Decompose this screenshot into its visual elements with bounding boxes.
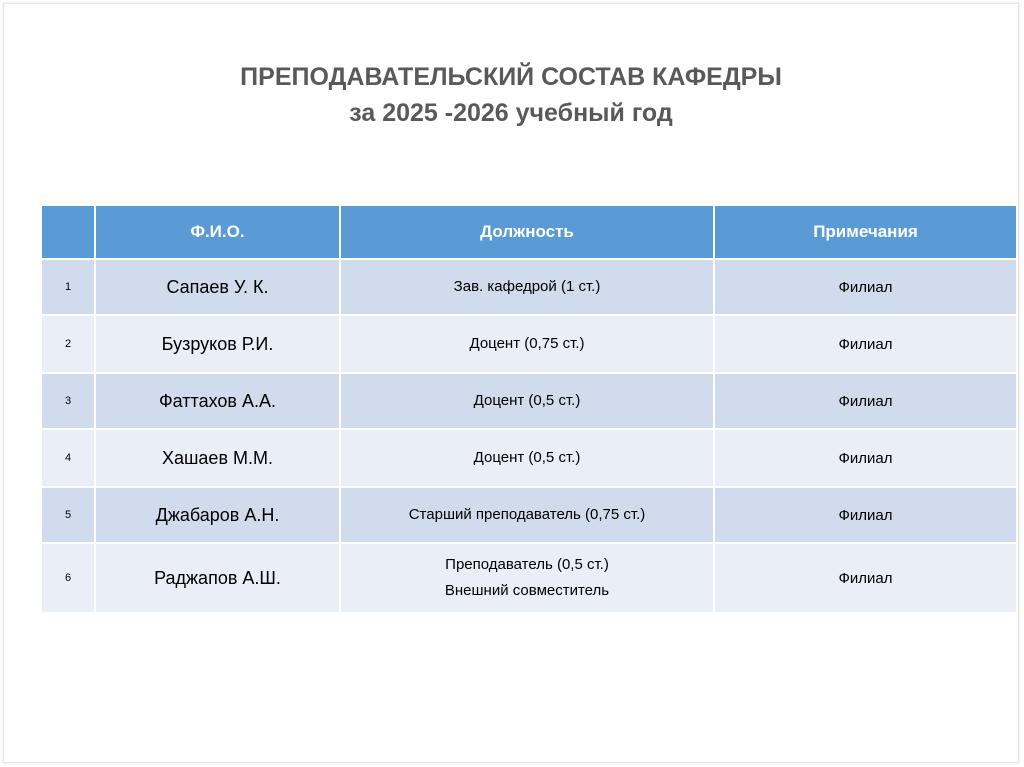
row-num: 2 xyxy=(42,315,95,373)
row-name: Раджапов А.Ш. xyxy=(95,543,340,613)
table-header-row xyxy=(42,206,1016,259)
row-position-line-2: Внешний совместитель xyxy=(444,582,610,599)
row-position-line: Преподаватель (0,5 ст.) xyxy=(445,556,609,573)
page-title xyxy=(4,59,1018,131)
header-name: Ф.И.О. xyxy=(95,206,340,259)
row-num: 6 xyxy=(42,543,95,613)
row-position-line: Старший преподаватель (0,75 ст.) xyxy=(408,506,646,523)
row-position xyxy=(340,315,714,373)
row-note: Филиал xyxy=(714,373,1016,429)
title-line-1: ПРЕПОДАВАТЕЛЬСКИЙ СОСТАВ КАФЕДРЫ xyxy=(240,63,782,91)
row-name: Хашаев М.М. xyxy=(95,429,340,487)
row-position xyxy=(340,373,714,429)
row-num: 5 xyxy=(42,487,95,543)
row-position xyxy=(340,487,714,543)
table-row xyxy=(42,487,1016,543)
title-line-2: за 2025 -2026 учебный год xyxy=(349,99,673,127)
row-note: Филиал xyxy=(714,315,1016,373)
row-name: Джабаров А.Н. xyxy=(95,487,340,543)
row-position xyxy=(340,543,714,613)
row-num: 3 xyxy=(42,373,95,429)
staff-table xyxy=(42,206,1016,614)
table-row xyxy=(42,315,1016,373)
row-num: 1 xyxy=(42,259,95,315)
table-row xyxy=(42,429,1016,487)
table-row xyxy=(42,373,1016,429)
row-position xyxy=(340,259,714,315)
table-row xyxy=(42,259,1016,315)
row-position-line: Доцент (0,5 ст.) xyxy=(473,449,581,466)
header-position: Должность xyxy=(340,206,714,259)
row-note: Филиал xyxy=(714,429,1016,487)
header-notes: Примечания xyxy=(714,206,1016,259)
row-name: Бузруков Р.И. xyxy=(95,315,340,373)
row-note: Филиал xyxy=(714,487,1016,543)
row-name: Фаттахов А.А. xyxy=(95,373,340,429)
table-row xyxy=(42,543,1016,613)
row-note: Филиал xyxy=(714,543,1016,613)
header-num xyxy=(42,206,95,259)
row-name: Сапаев У. К. xyxy=(95,259,340,315)
row-position xyxy=(340,429,714,487)
row-note: Филиал xyxy=(714,259,1016,315)
row-position-line: Доцент (0,75 ст.) xyxy=(469,335,585,352)
row-num: 4 xyxy=(42,429,95,487)
row-position-line: Доцент (0,5 ст.) xyxy=(473,392,581,409)
row-position-line: Зав. кафедрой (1 ст.) xyxy=(453,278,601,295)
